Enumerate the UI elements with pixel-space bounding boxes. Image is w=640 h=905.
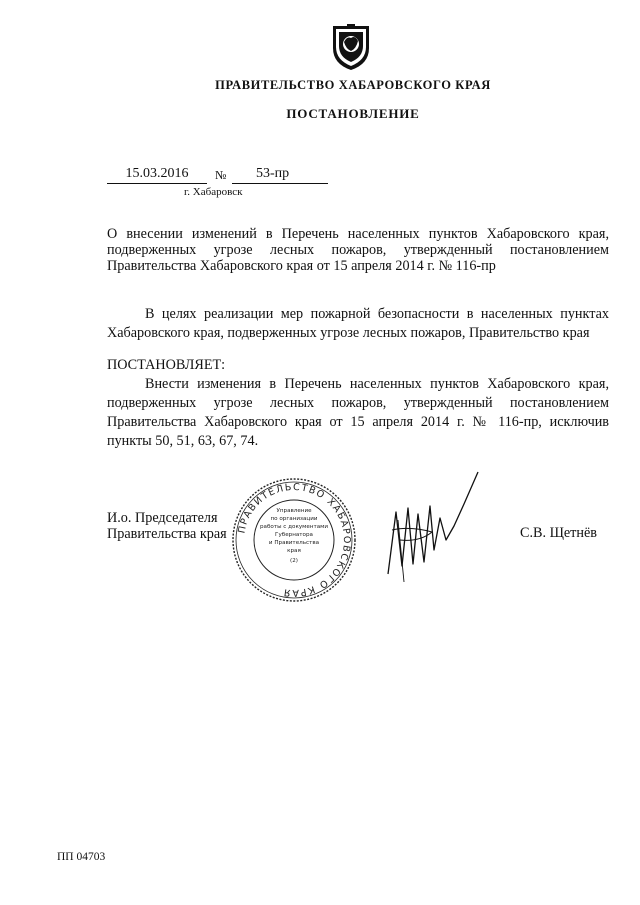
seal-line: края [287, 548, 301, 554]
document-date: 15.03.2016 [107, 166, 207, 184]
government-title: ПРАВИТЕЛЬСТВО ХАБАРОВСКОГО КРАЯ [215, 78, 491, 92]
seal-line: работы с документами [260, 524, 328, 530]
signatory-role-line2: Правительства края [107, 526, 227, 542]
footer-code: ПП 04703 [57, 851, 106, 863]
document-number: 53-пр [232, 166, 328, 184]
seal-line: по организации [270, 516, 318, 522]
preamble-paragraph: В целях реализации мер пожарной безопасности в населенных пунктах Хабаровского края, подверженных угрозе лесных пожаров, Правительство края [107, 306, 609, 341]
seal-line: Губернатора [275, 532, 313, 538]
official-seal-icon [230, 476, 358, 604]
document-subject: О внесении изменений в Перечень населенных пунктов Хабаровского края, подверженных угрозе лесных пожаров, утвержденный постановлением Правительства Хабаровского края от 15 апреля 2014 г. № 116-пр [107, 226, 609, 274]
decree-word: ПОСТАНОВЛЯЕТ: [107, 357, 226, 373]
seal-ring-text: ПРАВИТЕЛЬСТВО ХАБАРОВСКОГО КРАЯ [236, 481, 353, 599]
handwritten-signature-icon [380, 470, 482, 586]
resolution-paragraph: Внести изменения в Перечень населенных пунктов Хабаровского края, подверженных угрозе лесных пожаров, утвержденный постановлением Правительства Хабаровского края от 15 апреля 2014 г. № 116-пр, исключив пункты 50, 51, 63, 67, 74. [107, 376, 609, 449]
seal-line: Управление [276, 508, 312, 514]
document-city: г. Хабаровск [184, 186, 243, 198]
number-sign: № [215, 168, 227, 182]
seal-line: (2) [290, 558, 298, 564]
signatory-name: С.В. Щетнёв [520, 525, 597, 541]
signatory-role [107, 510, 227, 542]
seal-line: и Правительства [268, 540, 320, 546]
coat-of-arms-icon [329, 22, 373, 72]
document-type: ПОСТАНОВЛЕНИЕ [286, 106, 420, 121]
signatory-role-line1: И.о. Председателя [107, 510, 218, 526]
